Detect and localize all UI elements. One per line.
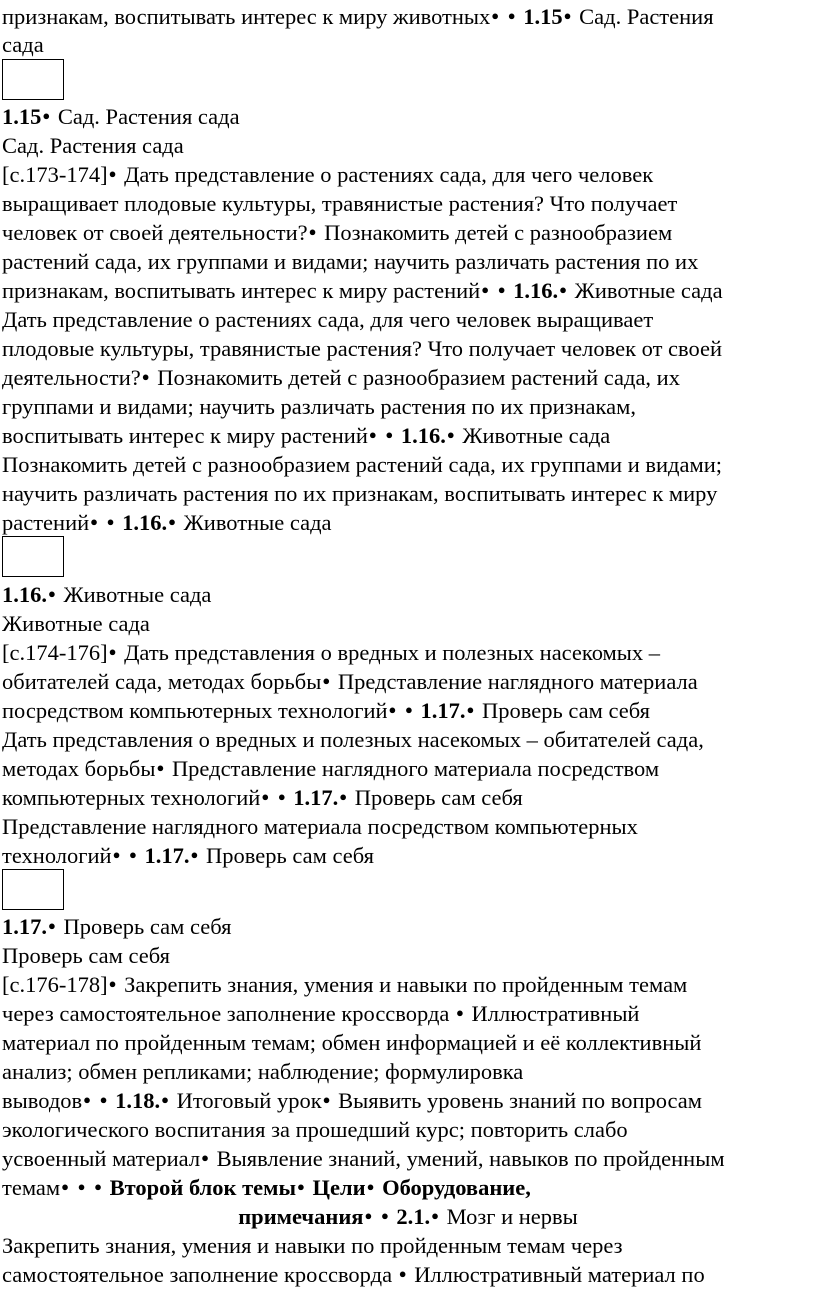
bullet-dot-icon [167, 510, 178, 535]
text-line: признакам, воспитывать интерес к миру животных● ● 1.15● Сад. Растения [2, 2, 714, 34]
bullet-dot-icon [82, 1088, 93, 1113]
text-line: научить различать растения по их признакам, воспитывать интерес к миру [2, 481, 718, 506]
bold-text-run: 1.18. [115, 1088, 161, 1113]
bullet-dot-icon [338, 785, 349, 810]
bullet-dot-icon [128, 843, 139, 868]
text-line: Закрепить знания, умения и навыки по пройденным темам через [2, 1233, 623, 1258]
bold-text-run: 2.1. [396, 1204, 431, 1229]
text-line: посредством компьютерных технологий● ● 1.17.● Проверь сам себя [2, 696, 650, 728]
bullet-dot-icon [47, 914, 58, 939]
bullet-dot-icon [507, 4, 518, 29]
bullet-dot-icon [558, 278, 569, 303]
text-line: плодовые культуры, травянистые растения? Что получает человек от своей [2, 336, 723, 361]
text-line: Дать представление о растениях сада, для чего человек выращивает [2, 307, 654, 332]
text-line: технологий● ● 1.17.● Проверь сам себя [2, 841, 374, 873]
text-line: выводов● ● 1.18.● Итоговый урок● Выявить уровень знаний по вопросам [2, 1086, 702, 1118]
bullet-dot-icon [93, 1175, 104, 1200]
bold-text-run: 1.17. [293, 785, 339, 810]
text-line: Дать представления о вредных и полезных насекомых – обитателей сада, [2, 727, 704, 752]
bold-text-run: 1.15 [523, 4, 563, 29]
bullet-dot-icon [322, 1088, 333, 1113]
bullet-dot-icon [99, 1088, 110, 1113]
bullet-dot-icon [260, 785, 271, 810]
bullet-dot-icon [190, 843, 201, 868]
empty-image-frame [2, 536, 64, 577]
bullet-dot-icon [277, 785, 288, 810]
bullet-dot-icon [200, 1146, 211, 1171]
bold-text-run: 1.16. [400, 423, 446, 448]
text-line: деятельности?● Познакомить детей с разнообразием растений сада, их [2, 363, 680, 395]
text-line: Представление наглядного материала посредством компьютерных [2, 814, 638, 839]
bullet-dot-icon [108, 640, 119, 665]
text-line: Познакомить детей с разнообразием растений сада, их группами и видами; [2, 452, 723, 477]
text-line: Сад. Растения сада [2, 133, 184, 158]
text-line: растений● ● 1.16.● Животные сада [2, 508, 332, 540]
text-line: через самостоятельное заполнение кроссворда ● Иллюстративный [2, 999, 639, 1031]
text-line: обитателей сада, методах борьбы● Представление наглядного материала [2, 667, 698, 699]
bullet-dot-icon [446, 423, 457, 448]
centered-heading-line: примечания● ● 2.1.● Мозг и нервы [0, 1202, 816, 1234]
bullet-dot-icon [41, 104, 52, 129]
bullet-dot-icon [380, 1204, 391, 1229]
bullet-dot-icon [89, 510, 100, 535]
bold-text-run: Цели [312, 1175, 366, 1200]
bullet-dot-icon [160, 1088, 171, 1113]
text-line: признакам, воспитывать интерес к миру растений● ● 1.16.● Животные сада [2, 276, 723, 308]
bullet-dot-icon [106, 510, 117, 535]
bullet-dot-icon [480, 278, 491, 303]
text-line: усвоенный материал● Выявление знаний, умений, навыков по пройденным [2, 1144, 725, 1176]
bullet-dot-icon [141, 365, 152, 390]
text-line: сада [2, 32, 44, 57]
bullet-dot-icon [490, 4, 501, 29]
bullet-dot-icon [363, 1204, 374, 1229]
text-line: воспитывать интерес к миру растений● ● 1.16.● Животные сада [2, 421, 610, 453]
section-heading: 1.17.● Проверь сам себя [2, 912, 231, 944]
bold-text-run: 1.16. [513, 278, 559, 303]
text-line: анализ; обмен репликами; наблюдение; формулировка [2, 1059, 524, 1084]
text-line: группами и видами; научить различать растения по их признакам, [2, 394, 636, 419]
bullet-dot-icon [466, 698, 477, 723]
text-line: экологического воспитания за прошедший курс; повторить слабо [2, 1117, 628, 1142]
bold-text-run: 1.17. [144, 843, 190, 868]
text-line: методах борьбы● Представление наглядного материала посредством [2, 754, 659, 786]
text-line: компьютерных технологий● ● 1.17.● Проверь сам себя [2, 783, 523, 815]
bullet-dot-icon [47, 582, 58, 607]
bullet-dot-icon [321, 669, 332, 694]
text-line: человек от своей деятельности?● Познакомить детей с разнообразием [2, 218, 672, 250]
bullet-dot-icon [368, 423, 379, 448]
text-line: [с.174-176]● Дать представления о вредных и полезных насекомых – [2, 638, 660, 670]
bold-text-run: Оборудование, [382, 1175, 531, 1200]
bullet-dot-icon [112, 843, 123, 868]
bold-text-run: Второй блок темы [109, 1175, 297, 1200]
bullet-dot-icon [384, 423, 395, 448]
text-line: темам● ● ● Второй блок темы● Цели● Оборудование, [2, 1173, 531, 1205]
empty-image-frame [2, 869, 64, 910]
bold-text-run: примечания [238, 1204, 364, 1229]
text-line: выращивает плодовые культуры, травянистые растения? Что получает [2, 191, 678, 216]
text-line: Животные сада [2, 611, 150, 636]
section-heading: 1.15● Сад. Растения сада [2, 102, 240, 134]
text-line: растений сада, их группами и видами; научить различать растения по их [2, 249, 699, 274]
bullet-dot-icon [60, 1175, 71, 1200]
text-line: Проверь сам себя [2, 943, 170, 968]
bullet-dot-icon [398, 1262, 409, 1287]
text-line: [с.173-174]● Дать представление о растениях сада, для чего человек [2, 160, 653, 192]
text-line: [с.176-178]● Закрепить знания, умения и навыки по пройденным темам [2, 970, 687, 1002]
empty-image-frame [2, 59, 64, 100]
bullet-dot-icon [455, 1001, 466, 1026]
bold-text-run: 1.17. [420, 698, 466, 723]
bullet-dot-icon [388, 698, 399, 723]
bullet-dot-icon [563, 4, 574, 29]
text-line: самостоятельное заполнение кроссворда ● Иллюстративный материал по [2, 1260, 705, 1290]
bullet-dot-icon [108, 972, 119, 997]
bullet-dot-icon [108, 162, 119, 187]
bullet-dot-icon [497, 278, 508, 303]
section-heading: 1.16.● Животные сада [2, 580, 211, 612]
bullet-dot-icon [77, 1175, 88, 1200]
text-line: материал по пройденным темам; обмен информацией и её коллективный [2, 1030, 702, 1055]
bullet-dot-icon [366, 1175, 377, 1200]
bold-text-run: 1.16. [122, 510, 168, 535]
bullet-dot-icon [404, 698, 415, 723]
bullet-dot-icon [308, 220, 319, 245]
bold-text-run: 1.15 [2, 104, 42, 129]
bullet-dot-icon [296, 1175, 307, 1200]
bold-text-run: 1.17. [2, 914, 47, 939]
bold-text-run: 1.16. [2, 582, 47, 607]
bullet-dot-icon [155, 756, 166, 781]
bullet-dot-icon [430, 1204, 441, 1229]
